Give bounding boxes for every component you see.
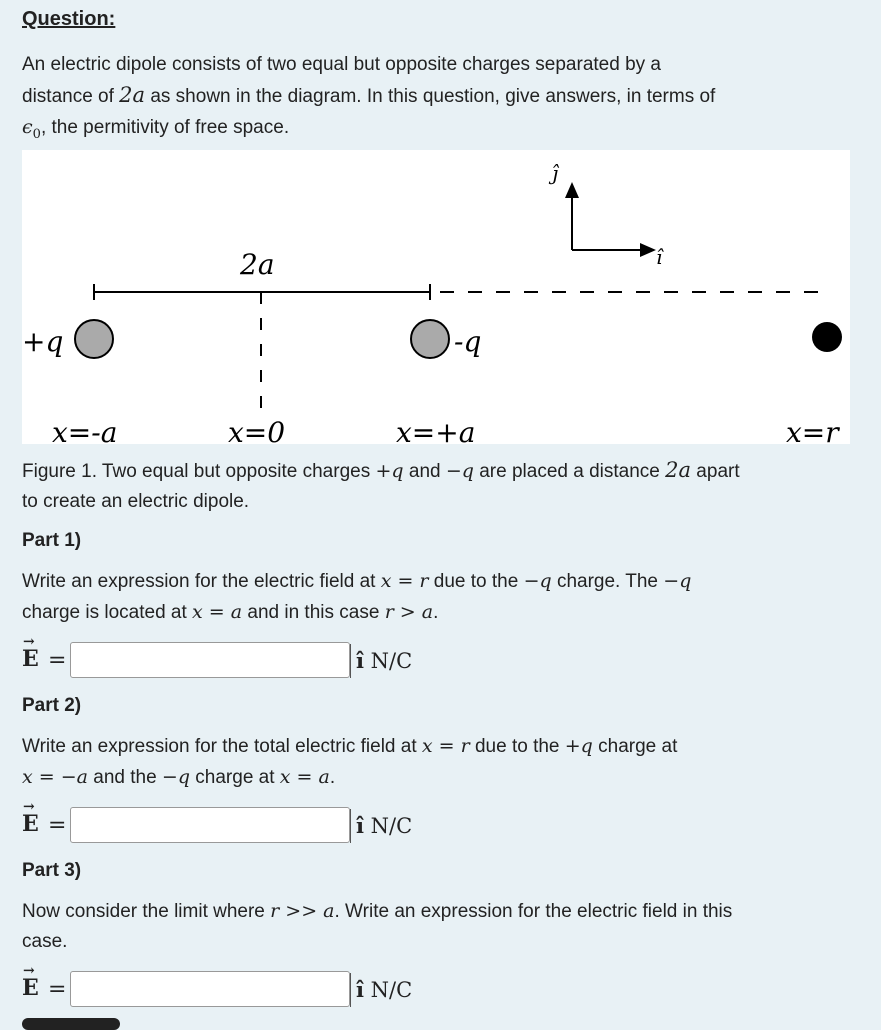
x-label-pos-a: x=+a [396, 416, 476, 444]
negative-charge-label: -q [454, 325, 482, 358]
caption-line-2: to create an electric dipole. [22, 491, 250, 512]
positive-charge [75, 320, 113, 358]
epsilon-symbol: ϵ [22, 116, 33, 138]
equals-sign: = [48, 977, 67, 1002]
x-label-zero: x=0 [228, 416, 286, 444]
dipole-diagram [22, 150, 850, 444]
i-hat-label: î [656, 245, 663, 269]
positive-charge-label: +q [22, 325, 64, 358]
question-heading: Question: [22, 8, 116, 30]
part-2-text: Write an expression for the total electric field at x = r due to the +q charge at x = −a and the −q charge at x = a. [22, 735, 678, 788]
part-3-text: Now consider the limit where r >> a. Write an expression for the electric field in this case. [22, 900, 733, 952]
negative-charge [411, 320, 449, 358]
x-label-neg-a: x=-a [52, 416, 118, 444]
equals-sign: = [48, 648, 67, 673]
part-3-answer-input[interactable] [70, 971, 350, 1007]
submit-button[interactable] [22, 1018, 120, 1030]
separation-symbol: 2a [119, 83, 146, 107]
intro-line-1: An electric dipole consists of two equal but opposite charges separated by a [22, 54, 661, 75]
e-vector-symbol: → E [22, 799, 39, 837]
question-intro [22, 50, 852, 150]
part-1-answer-input[interactable] [70, 642, 350, 678]
part-2-answer-input[interactable] [70, 807, 350, 843]
caption-line-1: Figure 1. Two equal but opposite charges +q and −q are placed a distance 2a apart [22, 458, 740, 482]
j-arrow-head [565, 182, 579, 198]
x-label-r: x=r [786, 416, 839, 444]
j-hat-label: ĵ [552, 161, 559, 185]
part-1-text: Write an expression for the electric field at x = r due to the −q charge. The −q charge is located at x = a and in this case r > a. [22, 570, 692, 623]
part-2-unit: î N/C [356, 813, 412, 838]
field-point [812, 322, 842, 352]
e-vector-symbol: → E [22, 963, 39, 1001]
part-1-title: Part 1) [22, 530, 82, 551]
e-vector-symbol: → E [22, 634, 39, 672]
separation-label: 2a [240, 248, 275, 281]
part-1-unit: î N/C [356, 648, 412, 673]
part-3-title: Part 3) [22, 860, 82, 881]
figure-caption [22, 455, 852, 517]
i-arrow-head [640, 243, 656, 257]
dipole-figure [22, 150, 850, 444]
part-3-unit: î N/C [356, 977, 412, 1002]
intro-line-3: $\epsilon_0$, the permitivity of free space. [22, 116, 290, 142]
equals-sign: = [48, 813, 67, 838]
part-2-title: Part 2) [22, 695, 82, 716]
intro-line-2: distance of 2a as shown in the diagram. In this question, give answers, in terms of [22, 83, 716, 107]
